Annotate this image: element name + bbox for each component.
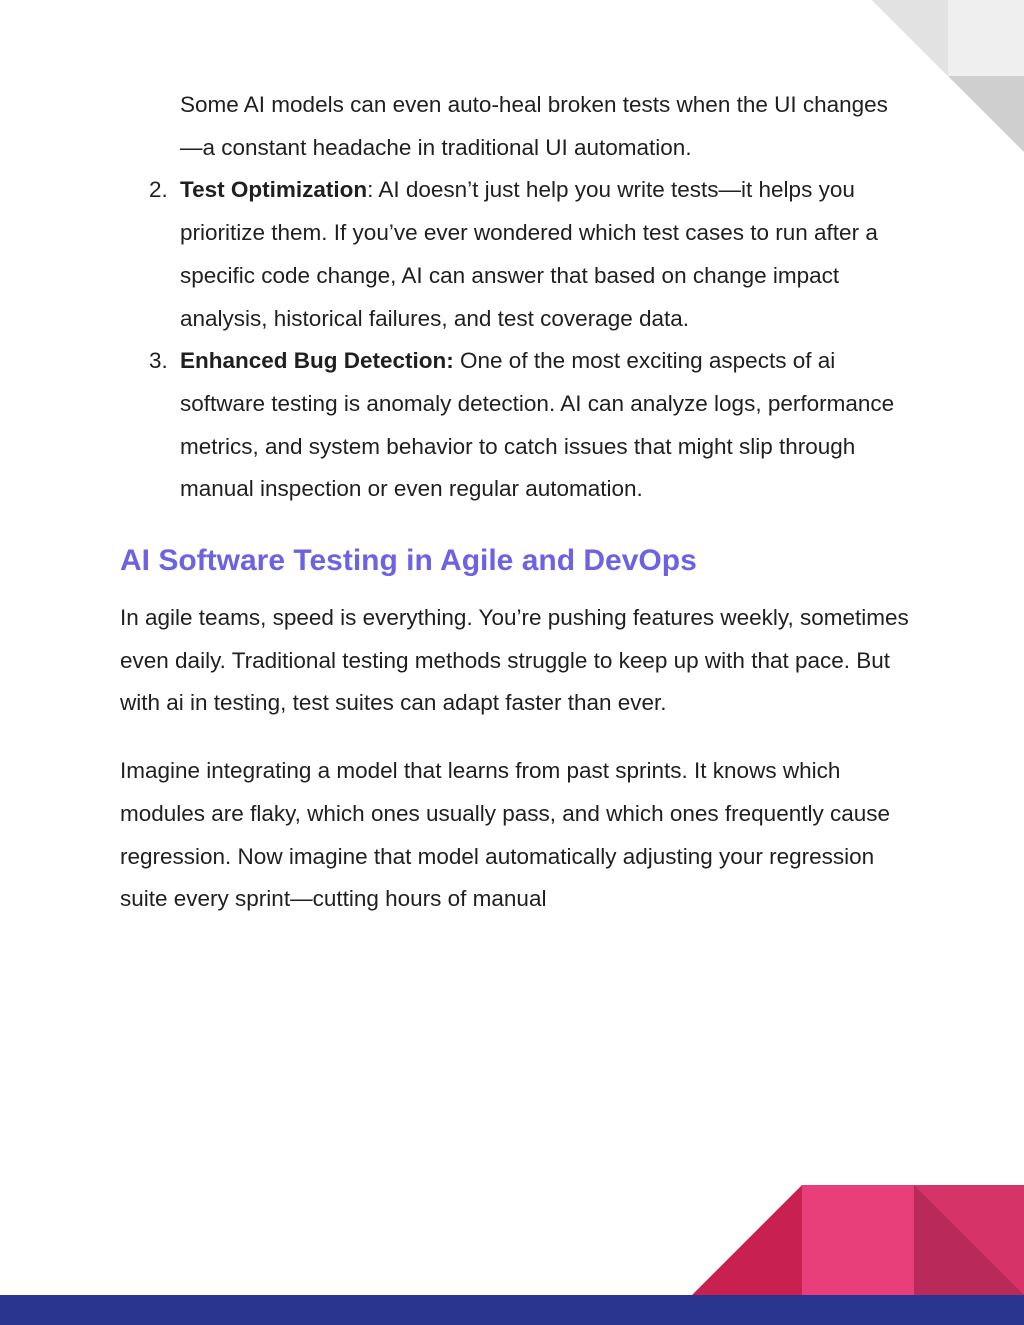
list-number: 2.: [149, 177, 168, 203]
footer-bar: [0, 1295, 1024, 1325]
body-paragraph: In agile teams, speed is everything. You’re pushing features weekly, sometimes even daily. Traditional testing methods struggle to keep up with that pace. But with ai in testing, test suites can adapt faster than ever.: [120, 605, 909, 716]
list-number: 3.: [149, 348, 168, 374]
document-body: [120, 84, 910, 921]
corner-decoration-bottom: [692, 1185, 1024, 1295]
list-item-term: Test Optimization: [180, 177, 368, 203]
list-item: [120, 340, 910, 511]
body-paragraph: Imagine integrating a model that learns from past sprints. It knows which modules are flaky, which ones usually pass, and which ones frequently cause regression. Now imagine that model automatically adjusting your regression suite every sprint—cutting hours of manual: [120, 758, 891, 912]
list-item-text: One of the most exciting aspects of ai software testing is anomaly detection. AI can analyze logs, performance metrics, and system behavior to catch issues that might slip through manual inspection or even regular automation.: [180, 348, 895, 502]
list-item-term: Enhanced Bug Detection:: [180, 348, 454, 374]
list-item: [120, 169, 910, 340]
list-item-continuation: Some AI models can even auto-heal broken tests when the UI changes—a constant headache in traditional UI automation.: [180, 92, 888, 160]
list-item-text: : AI doesn’t just help you write tests—it helps you prioritize them. If you’ve ever wondered which test cases to run after a specific code change, AI can answer that based on change impact analysis, historical failures, and test coverage data.: [180, 177, 878, 331]
numbered-list: [120, 84, 910, 511]
section-heading: AI Software Testing in Agile and DevOps: [120, 544, 697, 578]
